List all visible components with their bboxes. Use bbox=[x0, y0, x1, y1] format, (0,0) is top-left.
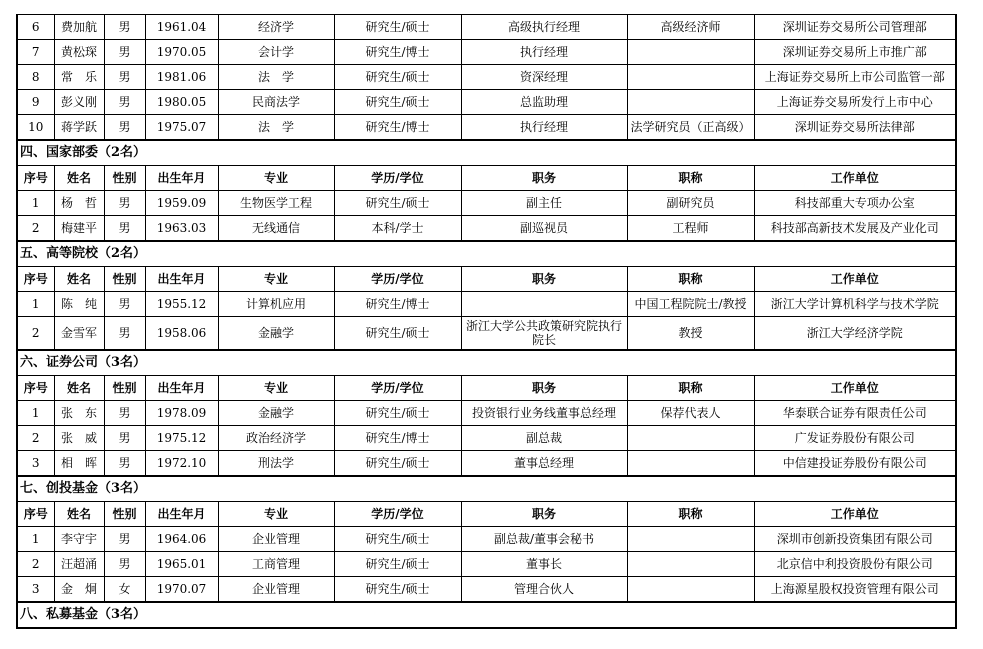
cell-no: 7 bbox=[17, 40, 54, 65]
cell-no: 6 bbox=[17, 15, 54, 40]
cell-birth: 1959.09 bbox=[145, 191, 218, 216]
cell-no: 8 bbox=[17, 65, 54, 90]
column-header-position: 职务 bbox=[461, 376, 627, 401]
cell-title: 副研究员 bbox=[627, 191, 754, 216]
table-row bbox=[17, 216, 956, 242]
cell-gender: 男 bbox=[104, 40, 145, 65]
section-row bbox=[17, 350, 956, 376]
cell-name: 金雪军 bbox=[54, 317, 104, 351]
cell-major: 无线通信 bbox=[218, 216, 334, 242]
cell-title bbox=[627, 527, 754, 552]
cell-birth: 1975.07 bbox=[145, 115, 218, 141]
cell-title bbox=[627, 65, 754, 90]
cell-major: 金融学 bbox=[218, 317, 334, 351]
cell-position: 副主任 bbox=[461, 191, 627, 216]
cell-no: 3 bbox=[17, 577, 54, 603]
cell-degree: 研究生/硕士 bbox=[334, 451, 461, 477]
cell-name: 汪超涌 bbox=[54, 552, 104, 577]
cell-no: 1 bbox=[17, 401, 54, 426]
cell-unit: 科技部高新技术发展及产业化司 bbox=[754, 216, 956, 242]
cell-unit: 上海证券交易所发行上市中心 bbox=[754, 90, 956, 115]
cell-major: 计算机应用 bbox=[218, 292, 334, 317]
column-header-no: 序号 bbox=[17, 267, 54, 292]
cell-name: 费加航 bbox=[54, 15, 104, 40]
cell-degree: 研究生/博士 bbox=[334, 115, 461, 141]
cell-no: 3 bbox=[17, 451, 54, 477]
column-header-major: 专业 bbox=[218, 166, 334, 191]
cell-gender: 男 bbox=[104, 552, 145, 577]
cell-position: 高级执行经理 bbox=[461, 15, 627, 40]
cell-name: 杨 哲 bbox=[54, 191, 104, 216]
cell-name: 张 威 bbox=[54, 426, 104, 451]
cell-position bbox=[461, 292, 627, 317]
column-header-birth: 出生年月 bbox=[145, 267, 218, 292]
cell-birth: 1972.10 bbox=[145, 451, 218, 477]
cell-unit: 深圳证券交易所上市推广部 bbox=[754, 40, 956, 65]
cell-no: 1 bbox=[17, 191, 54, 216]
cell-gender: 男 bbox=[104, 317, 145, 351]
column-header-birth: 出生年月 bbox=[145, 166, 218, 191]
column-header-no: 序号 bbox=[17, 166, 54, 191]
cell-unit: 浙江大学经济学院 bbox=[754, 317, 956, 351]
header-row bbox=[17, 502, 956, 527]
cell-major: 企业管理 bbox=[218, 527, 334, 552]
cell-name: 蒋学跃 bbox=[54, 115, 104, 141]
cell-major: 工商管理 bbox=[218, 552, 334, 577]
column-header-gender: 性别 bbox=[104, 267, 145, 292]
cell-name: 金 炯 bbox=[54, 577, 104, 603]
cell-position: 副总裁/董事会秘书 bbox=[461, 527, 627, 552]
table-row bbox=[17, 40, 956, 65]
column-header-gender: 性别 bbox=[104, 502, 145, 527]
cell-birth: 1980.05 bbox=[145, 90, 218, 115]
column-header-gender: 性别 bbox=[104, 376, 145, 401]
column-header-name: 姓名 bbox=[54, 502, 104, 527]
column-header-degree: 学历/学位 bbox=[334, 166, 461, 191]
cell-unit: 深圳证券交易所公司管理部 bbox=[754, 15, 956, 40]
cell-name: 相 晖 bbox=[54, 451, 104, 477]
column-header-no: 序号 bbox=[17, 376, 54, 401]
cell-major: 法 学 bbox=[218, 115, 334, 141]
cell-degree: 研究生/博士 bbox=[334, 40, 461, 65]
cell-title bbox=[627, 552, 754, 577]
table-row bbox=[17, 577, 956, 603]
column-header-title: 职称 bbox=[627, 267, 754, 292]
cell-title: 教授 bbox=[627, 317, 754, 351]
table-row bbox=[17, 426, 956, 451]
header-row bbox=[17, 166, 956, 191]
cell-no: 2 bbox=[17, 317, 54, 351]
cell-unit: 深圳市创新投资集团有限公司 bbox=[754, 527, 956, 552]
table-row bbox=[17, 115, 956, 141]
cell-major: 法 学 bbox=[218, 65, 334, 90]
section-title: 四、国家部委（2名） bbox=[17, 140, 956, 166]
column-header-title: 职称 bbox=[627, 166, 754, 191]
cell-degree: 研究生/硕士 bbox=[334, 552, 461, 577]
cell-birth: 1981.06 bbox=[145, 65, 218, 90]
cell-birth: 1961.04 bbox=[145, 15, 218, 40]
column-header-degree: 学历/学位 bbox=[334, 502, 461, 527]
cell-no: 2 bbox=[17, 216, 54, 242]
table-row bbox=[17, 292, 956, 317]
cell-birth: 1964.06 bbox=[145, 527, 218, 552]
cell-no: 10 bbox=[17, 115, 54, 141]
table-body bbox=[17, 15, 956, 629]
cell-position: 投资银行业务线董事总经理 bbox=[461, 401, 627, 426]
table-row bbox=[17, 317, 956, 351]
header-row bbox=[17, 267, 956, 292]
cell-name: 黄松琛 bbox=[54, 40, 104, 65]
cell-position: 副总裁 bbox=[461, 426, 627, 451]
cell-degree: 本科/学士 bbox=[334, 216, 461, 242]
cell-unit: 上海源星股权投资管理有限公司 bbox=[754, 577, 956, 603]
cell-title bbox=[627, 451, 754, 477]
cell-gender: 男 bbox=[104, 191, 145, 216]
cell-unit: 中信建投证券股份有限公司 bbox=[754, 451, 956, 477]
column-header-position: 职务 bbox=[461, 502, 627, 527]
column-header-position: 职务 bbox=[461, 166, 627, 191]
column-header-unit: 工作单位 bbox=[754, 502, 956, 527]
cell-gender: 男 bbox=[104, 115, 145, 141]
cell-position: 总监助理 bbox=[461, 90, 627, 115]
cell-major: 政治经济学 bbox=[218, 426, 334, 451]
cell-gender: 男 bbox=[104, 292, 145, 317]
column-header-degree: 学历/学位 bbox=[334, 376, 461, 401]
cell-major: 生物医学工程 bbox=[218, 191, 334, 216]
table-row bbox=[17, 401, 956, 426]
cell-degree: 研究生/硕士 bbox=[334, 401, 461, 426]
section-row bbox=[17, 241, 956, 267]
cell-unit: 科技部重大专项办公室 bbox=[754, 191, 956, 216]
column-header-no: 序号 bbox=[17, 502, 54, 527]
cell-birth: 1975.12 bbox=[145, 426, 218, 451]
cell-unit: 华泰联合证券有限责任公司 bbox=[754, 401, 956, 426]
cell-gender: 男 bbox=[104, 401, 145, 426]
cell-title bbox=[627, 90, 754, 115]
cell-gender: 女 bbox=[104, 577, 145, 603]
column-header-unit: 工作单位 bbox=[754, 166, 956, 191]
table-row bbox=[17, 191, 956, 216]
table-row bbox=[17, 15, 956, 40]
cell-title: 高级经济师 bbox=[627, 15, 754, 40]
cell-major: 经济学 bbox=[218, 15, 334, 40]
cell-title bbox=[627, 40, 754, 65]
cell-degree: 研究生/硕士 bbox=[334, 65, 461, 90]
members-table bbox=[16, 14, 957, 629]
cell-title: 中国工程院院士/教授 bbox=[627, 292, 754, 317]
cell-title: 法学研究员（正高级） bbox=[627, 115, 754, 141]
cell-name: 李守宇 bbox=[54, 527, 104, 552]
column-header-major: 专业 bbox=[218, 267, 334, 292]
cell-unit: 北京信中利投资股份有限公司 bbox=[754, 552, 956, 577]
column-header-position: 职务 bbox=[461, 267, 627, 292]
cell-unit: 广发证券股份有限公司 bbox=[754, 426, 956, 451]
cell-degree: 研究生/硕士 bbox=[334, 317, 461, 351]
cell-major: 会计学 bbox=[218, 40, 334, 65]
column-header-gender: 性别 bbox=[104, 166, 145, 191]
header-row bbox=[17, 376, 956, 401]
cell-position: 执行经理 bbox=[461, 115, 627, 141]
cell-position: 浙江大学公共政策研究院执行院长 bbox=[461, 317, 627, 351]
table-row bbox=[17, 527, 956, 552]
cell-name: 常 乐 bbox=[54, 65, 104, 90]
cell-name: 彭义刚 bbox=[54, 90, 104, 115]
section-row bbox=[17, 602, 956, 628]
column-header-unit: 工作单位 bbox=[754, 267, 956, 292]
cell-unit: 上海证券交易所上市公司监管一部 bbox=[754, 65, 956, 90]
table-row bbox=[17, 451, 956, 477]
cell-name: 陈 纯 bbox=[54, 292, 104, 317]
cell-birth: 1970.07 bbox=[145, 577, 218, 603]
column-header-major: 专业 bbox=[218, 502, 334, 527]
cell-position: 副巡视员 bbox=[461, 216, 627, 242]
column-header-major: 专业 bbox=[218, 376, 334, 401]
column-header-degree: 学历/学位 bbox=[334, 267, 461, 292]
cell-no: 2 bbox=[17, 426, 54, 451]
cell-major: 金融学 bbox=[218, 401, 334, 426]
cell-position: 董事总经理 bbox=[461, 451, 627, 477]
cell-birth: 1978.09 bbox=[145, 401, 218, 426]
cell-gender: 男 bbox=[104, 527, 145, 552]
cell-title: 保荐代表人 bbox=[627, 401, 754, 426]
cell-degree: 研究生/硕士 bbox=[334, 15, 461, 40]
cell-position: 执行经理 bbox=[461, 40, 627, 65]
cell-birth: 1970.05 bbox=[145, 40, 218, 65]
cell-gender: 男 bbox=[104, 451, 145, 477]
cell-no: 1 bbox=[17, 292, 54, 317]
cell-no: 1 bbox=[17, 527, 54, 552]
section-title: 七、创投基金（3名） bbox=[17, 476, 956, 502]
column-header-title: 职称 bbox=[627, 376, 754, 401]
column-header-title: 职称 bbox=[627, 502, 754, 527]
column-header-name: 姓名 bbox=[54, 376, 104, 401]
column-header-unit: 工作单位 bbox=[754, 376, 956, 401]
cell-gender: 男 bbox=[104, 216, 145, 242]
cell-no: 2 bbox=[17, 552, 54, 577]
cell-birth: 1955.12 bbox=[145, 292, 218, 317]
cell-unit: 深圳证券交易所法律部 bbox=[754, 115, 956, 141]
cell-position: 管理合伙人 bbox=[461, 577, 627, 603]
cell-gender: 男 bbox=[104, 65, 145, 90]
column-header-birth: 出生年月 bbox=[145, 376, 218, 401]
section-title: 六、证券公司（3名） bbox=[17, 350, 956, 376]
cell-major: 企业管理 bbox=[218, 577, 334, 603]
table-row bbox=[17, 65, 956, 90]
section-row bbox=[17, 476, 956, 502]
cell-degree: 研究生/博士 bbox=[334, 426, 461, 451]
cell-name: 张 东 bbox=[54, 401, 104, 426]
cell-major: 刑法学 bbox=[218, 451, 334, 477]
cell-title: 工程师 bbox=[627, 216, 754, 242]
cell-degree: 研究生/博士 bbox=[334, 292, 461, 317]
section-title: 五、高等院校（2名） bbox=[17, 241, 956, 267]
cell-birth: 1963.03 bbox=[145, 216, 218, 242]
cell-degree: 研究生/硕士 bbox=[334, 191, 461, 216]
cell-name: 梅建平 bbox=[54, 216, 104, 242]
cell-degree: 研究生/硕士 bbox=[334, 90, 461, 115]
section-title: 八、私募基金（3名） bbox=[17, 602, 956, 628]
cell-position: 董事长 bbox=[461, 552, 627, 577]
column-header-birth: 出生年月 bbox=[145, 502, 218, 527]
cell-major: 民商法学 bbox=[218, 90, 334, 115]
column-header-name: 姓名 bbox=[54, 267, 104, 292]
cell-gender: 男 bbox=[104, 426, 145, 451]
table-row bbox=[17, 90, 956, 115]
cell-gender: 男 bbox=[104, 90, 145, 115]
table-row bbox=[17, 552, 956, 577]
cell-unit: 浙江大学计算机科学与技术学院 bbox=[754, 292, 956, 317]
section-row bbox=[17, 140, 956, 166]
cell-birth: 1965.01 bbox=[145, 552, 218, 577]
cell-gender: 男 bbox=[104, 15, 145, 40]
cell-birth: 1958.06 bbox=[145, 317, 218, 351]
cell-title bbox=[627, 577, 754, 603]
cell-degree: 研究生/硕士 bbox=[334, 577, 461, 603]
column-header-name: 姓名 bbox=[54, 166, 104, 191]
cell-degree: 研究生/硕士 bbox=[334, 527, 461, 552]
cell-position: 资深经理 bbox=[461, 65, 627, 90]
cell-no: 9 bbox=[17, 90, 54, 115]
cell-title bbox=[627, 426, 754, 451]
